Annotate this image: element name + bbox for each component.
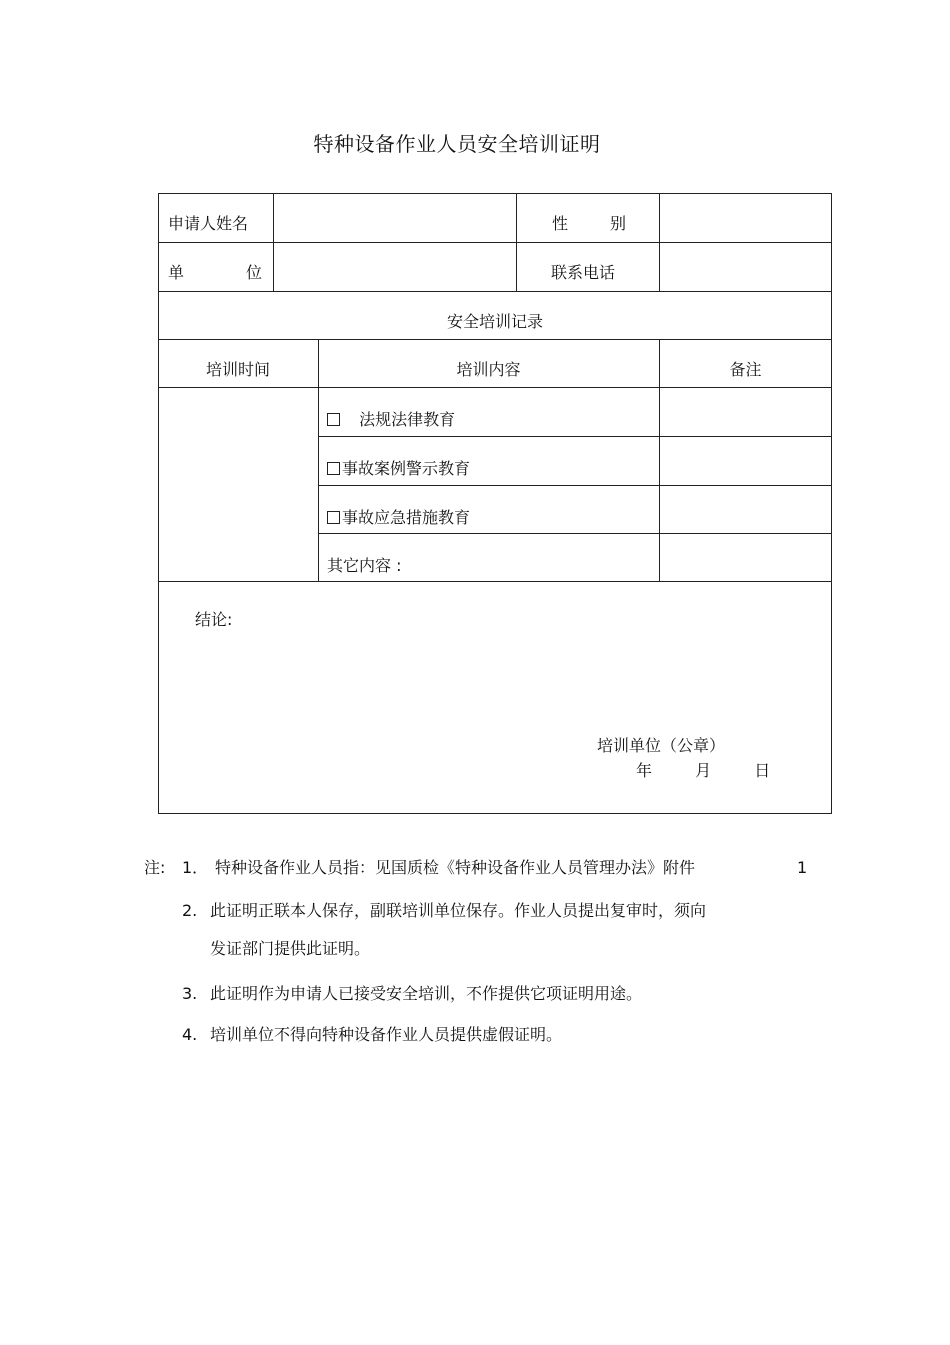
training-item-label: 事故案例警示教育 (342, 459, 471, 478)
note-2-text: 此证明正联本人保存，副联培训单位保存。作业人员提出复审时，须向 (210, 901, 707, 920)
remark-field[interactable] (660, 388, 831, 436)
gender-label (552, 214, 626, 234)
unit-field[interactable] (274, 243, 516, 291)
note-1-number: 1． (182, 858, 209, 877)
other-content-label: 其它内容 : (327, 556, 402, 575)
date-day-label: 日 (754, 761, 771, 780)
training-item-label: 法规法律教育 (359, 410, 456, 429)
gender-label-part: 别 (609, 214, 626, 233)
checkbox-icon[interactable] (327, 462, 340, 475)
note-4-number: 4. (182, 1025, 198, 1044)
training-time-field[interactable] (159, 388, 318, 581)
note-3-text: 此证明作为申请人已接受安全培训，不作提供它项证明用途。 (210, 984, 643, 1003)
gender-field[interactable] (660, 194, 831, 242)
date-year-label: 年 (636, 761, 653, 780)
note-3-number: 3. (182, 984, 198, 1003)
unit-label-part: 位 (245, 263, 262, 282)
row-divider (158, 291, 832, 292)
phone-field[interactable] (660, 243, 831, 291)
col-header-time: 培训时间 (205, 360, 270, 379)
date-month-label: 月 (695, 761, 712, 780)
conclusion-field[interactable] (159, 640, 831, 730)
col-header-content: 培训内容 (456, 360, 521, 379)
training-item-label: 事故应急措施教育 (342, 508, 471, 527)
unit-label (168, 263, 262, 283)
training-item[interactable] (327, 459, 470, 479)
gender-label-part: 性 (552, 214, 569, 233)
remark-field[interactable] (660, 534, 831, 581)
row-divider (158, 581, 832, 582)
date-line (636, 761, 770, 781)
checkbox-icon[interactable] (327, 511, 340, 524)
applicant-name-field[interactable] (274, 194, 516, 242)
table-border-right (831, 193, 832, 814)
note-2-number: 2. (182, 901, 198, 920)
note-1-text: 特种设备作业人员指：见国质检《特种设备作业人员管理办法》附件 (215, 858, 696, 877)
applicant-name-label: 申请人姓名 (168, 214, 249, 233)
row-divider (158, 339, 832, 340)
unit-label-part: 单 (168, 263, 185, 282)
training-item[interactable] (327, 508, 470, 528)
checkbox-icon[interactable] (327, 413, 340, 426)
record-header: 安全培训记录 (446, 312, 543, 331)
page-title: 特种设备作业人员安全培训证明 (313, 132, 601, 156)
conclusion-label: 结论: (195, 610, 233, 629)
training-item[interactable] (327, 410, 455, 430)
remark-field[interactable] (660, 486, 831, 533)
note-1-tail: 1 (797, 858, 808, 877)
col-divider (516, 193, 517, 292)
note-2-text-cont: 发证部门提供此证明。 (210, 939, 371, 958)
notes-prefix: 注: (144, 858, 166, 877)
phone-label: 联系电话 (551, 263, 616, 282)
seal-label: 培训单位（公章） (597, 736, 726, 755)
table-border-bottom (158, 813, 832, 814)
remark-field[interactable] (660, 437, 831, 485)
note-4-text: 培训单位不得向特种设备作业人员提供虚假证明。 (210, 1025, 563, 1044)
col-header-remark: 备注 (729, 360, 762, 379)
